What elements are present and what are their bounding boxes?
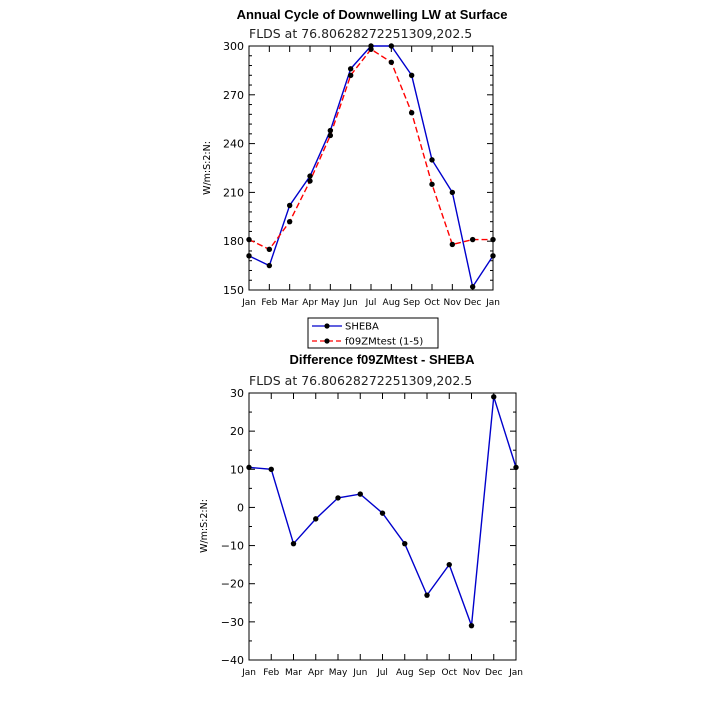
y-tick-label: 150 [223,284,244,297]
x-tick-label: Feb [263,668,280,678]
x-tick-label: Sep [403,298,421,308]
data-point [450,242,455,247]
data-point [246,465,251,470]
chart-1-frame [249,46,493,290]
data-point [402,541,407,546]
data-point [368,47,373,52]
data-point [409,110,414,115]
data-point [389,60,394,65]
x-tick-label: Sep [418,668,436,678]
x-tick-label: Oct [441,668,458,678]
chart-2-subtitle: FLDS at 76.80628272251309,202.5 [249,373,473,388]
x-tick-label: Jun [353,668,368,678]
x-tick-label: Mar [285,668,302,678]
data-point [409,73,414,78]
y-tick-label: 10 [230,463,244,477]
chart-2-title: Difference f09ZMtest - SHEBA [289,352,475,367]
y-tick-label: 210 [223,186,244,200]
x-tick-label: Jan [486,298,500,308]
data-point [307,178,312,183]
data-point [491,394,496,399]
data-point [447,562,452,567]
y-tick-label: −20 [220,577,244,591]
x-tick-label: Jan [242,298,256,308]
y-tick-label: 30 [230,387,244,400]
legend-marker-f09zmtest [324,338,329,343]
y-tick-label: −40 [220,654,244,667]
y-tick-label: −10 [220,539,244,553]
data-point [267,247,272,252]
x-tick-label: May [321,298,340,308]
data-point [328,133,333,138]
x-tick-label: Jan [242,668,256,678]
data-point [328,128,333,133]
data-point [469,623,474,628]
chart-1-ylabel: W/m:S:2:N: [202,141,213,195]
x-tick-label: Dec [463,298,482,308]
data-point [429,157,434,162]
x-tick-label: Apr [307,668,324,678]
x-tick-label: Jul [365,298,377,308]
x-tick-label: Jun [343,298,358,308]
data-point [348,66,353,71]
legend-marker-sheba [324,323,329,328]
chart-2-ylabel: W/m:S:2:N: [199,499,210,553]
y-tick-label: 180 [223,235,244,249]
legend-label-sheba: SHEBA [345,321,379,333]
data-point [246,237,251,242]
x-tick-label: Jan [509,668,523,678]
data-point [470,284,475,289]
x-tick-label: Nov [462,668,481,678]
chart-1-subtitle: FLDS at 76.80628272251309,202.5 [249,26,473,41]
x-tick-label: Apr [302,298,318,308]
data-point [389,43,394,48]
data-point [269,467,274,472]
x-tick-label: Dec [485,668,503,678]
data-point [490,237,495,242]
x-tick-label: Jul [377,668,388,678]
data-point [450,190,455,195]
data-point [246,253,251,258]
data-point [287,219,292,224]
y-tick-label: 20 [230,425,244,439]
data-point [291,541,296,546]
x-tick-label: Aug [395,668,414,678]
data-point [424,592,429,597]
chart-panel-1 [202,7,507,348]
data-point [490,253,495,258]
x-tick-label: Aug [382,298,401,308]
x-tick-label: Nov [443,298,462,308]
y-tick-label: 300 [223,40,244,53]
x-tick-label: Mar [281,298,299,308]
data-point [380,510,385,515]
chart-panel-2 [199,352,523,678]
x-tick-label: Feb [261,298,278,308]
data-point [287,203,292,208]
legend-label-f09zmtest: f09ZMtest (1-5) [345,336,424,348]
x-tick-label: Oct [424,298,440,308]
y-tick-label: 270 [223,88,244,102]
data-point [267,263,272,268]
y-tick-label: 240 [223,137,244,151]
data-point [348,73,353,78]
data-point [358,491,363,496]
data-point [429,182,434,187]
data-point [313,516,318,521]
x-tick-label: May [328,668,348,678]
data-point [307,173,312,178]
data-point [513,465,518,470]
data-point [335,495,340,500]
y-tick-label: −30 [220,615,244,629]
y-tick-label: 0 [237,501,244,515]
chart-1-legend [308,318,438,348]
data-point [470,237,475,242]
series-line-1 [249,46,493,287]
chart-1-title: Annual Cycle of Downwelling LW at Surface [236,7,508,22]
